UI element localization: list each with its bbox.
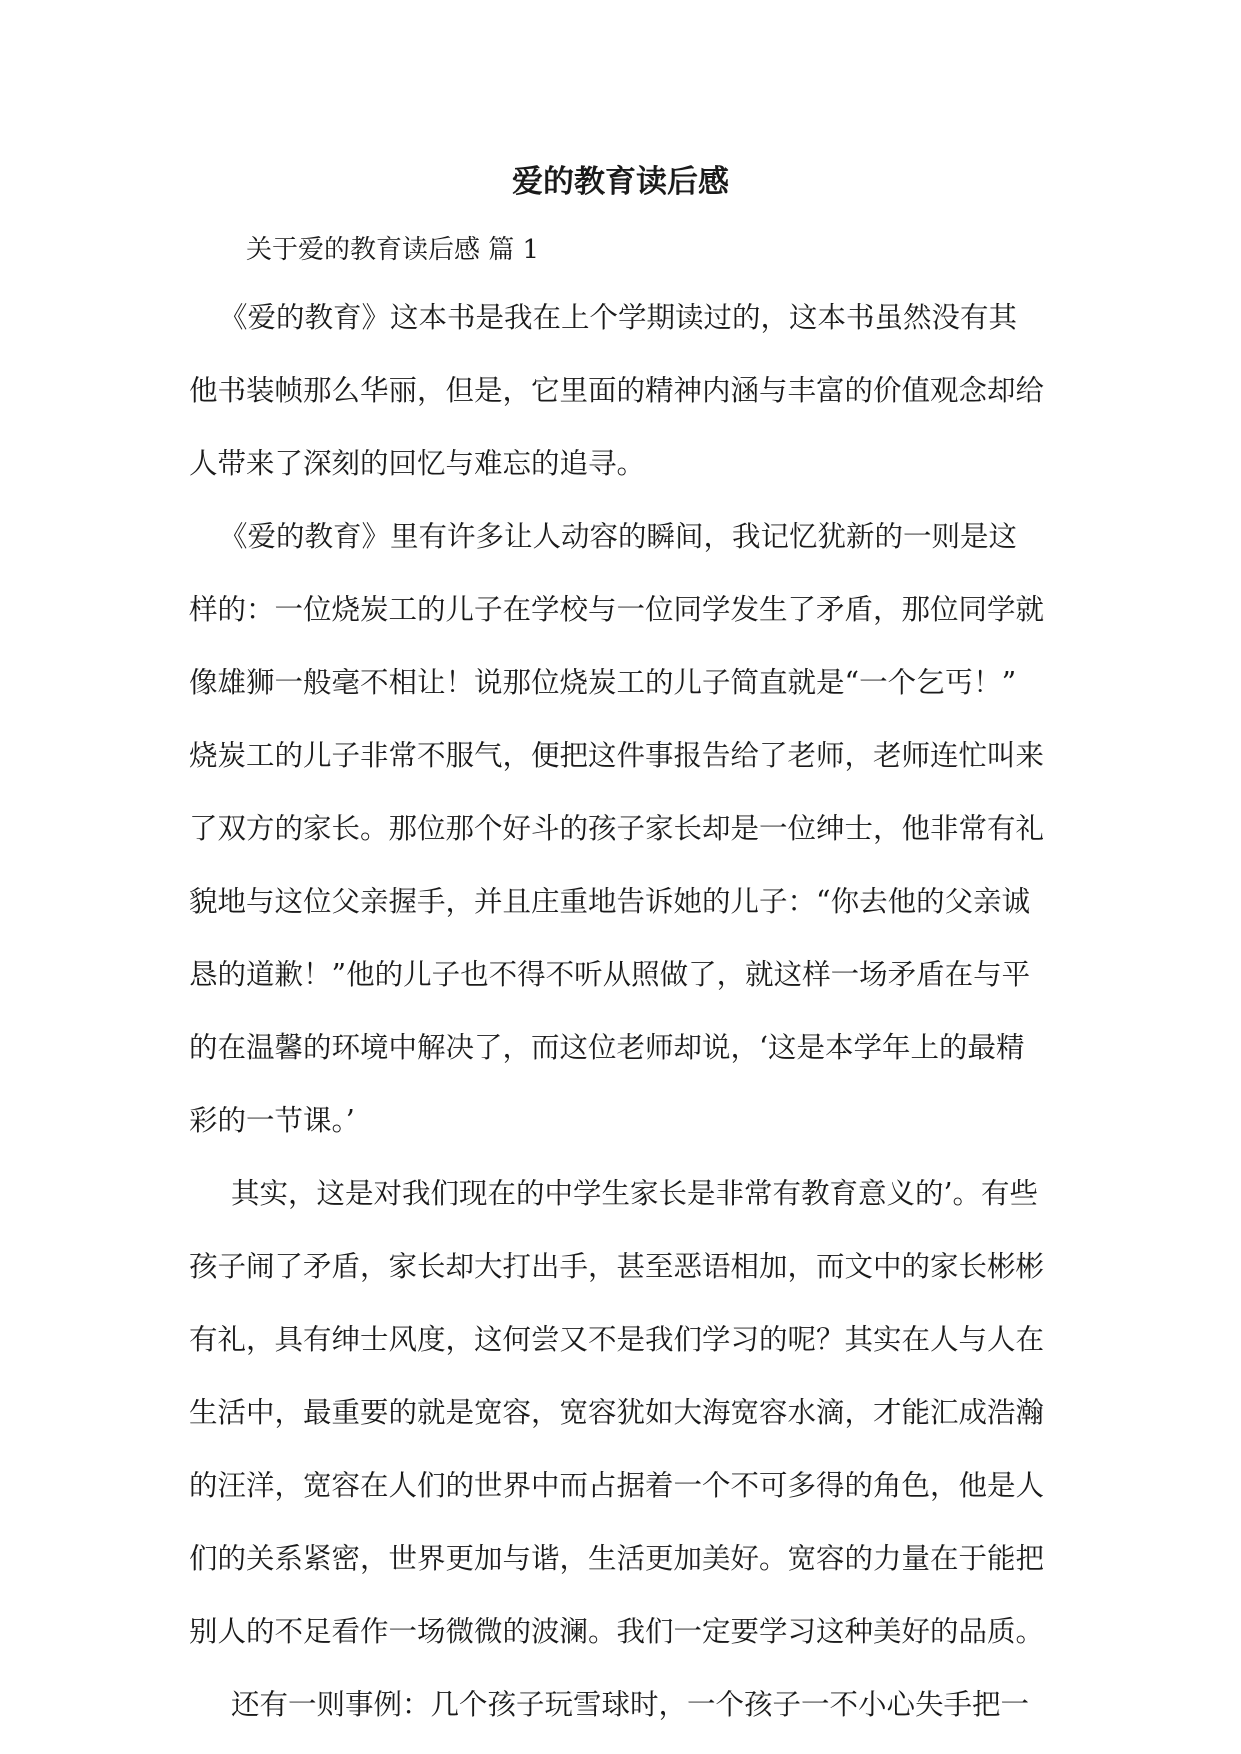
text-line: 生活中，最重要的就是宽容，宽容犹如大海宽容水滴，才能汇成浩瀚 (189, 1396, 1045, 1429)
text-line: 的在温馨的环境中解决了，而这位老师却说，‘这是本学年上的最精 (189, 1031, 1025, 1064)
text-line: 有礼，具有绅士风度，这何尝又不是我们学习的呢？其实在人与人在 (189, 1323, 1045, 1356)
text-line: 别人的不足看作一场微微的波澜。我们一定要学习这种美好的品质。 (189, 1615, 1045, 1648)
document-title: 爱的教育读后感 (512, 164, 729, 200)
text-line: 人带来了深刻的回忆与难忘的追寻。 (189, 447, 646, 480)
text-line: 恳的道歉！”他的儿子也不得不听从照做了，就这样一场矛盾在与平 (189, 958, 1031, 991)
text-line: 还有一则事例：几个孩子玩雪球时，一个孩子一不小心失手把一 (231, 1688, 1030, 1721)
text-line: 彩的一节课。’ (189, 1104, 355, 1137)
section-subtitle: 关于爱的教育读后感 篇 1 (246, 235, 540, 265)
text-line: 的汪洋，宽容在人们的世界中而占据着一个不可多得的角色，他是人 (189, 1469, 1045, 1502)
text-line: 《爱的教育》里有许多让人动容的瞬间，我记忆犹新的一则是这 (219, 520, 1018, 553)
text-line: 其实，这是对我们现在的中学生家长是非常有教育意义的’。有些 (231, 1177, 1039, 1210)
text-line: 们的关系紧密，世界更加与谐，生活更加美好。宽容的力量在于能把 (189, 1542, 1045, 1575)
text-line: 貌地与这位父亲握手，并且庄重地告诉她的儿子：“你去他的父亲诚 (189, 885, 1031, 918)
text-line: 烧炭工的儿子非常不服气，便把这件事报告给了老师，老师连忙叫来 (189, 739, 1045, 772)
text-line: 了双方的家长。那位那个好斗的孩子家长却是一位绅士，他非常有礼 (189, 812, 1045, 845)
text-line: 孩子闹了矛盾，家长却大打出手，甚至恶语相加，而文中的家长彬彬 (189, 1250, 1045, 1283)
text-line: 像雄狮一般毫不相让！说那位烧炭工的儿子简直就是“一个乞丐！” (189, 666, 1017, 699)
text-line: 他书装帧那么华丽，但是，它里面的精神内涵与丰富的价值观念却给 (189, 374, 1045, 407)
text-line: 样的：一位烧炭工的儿子在学校与一位同学发生了矛盾，那位同学就 (189, 593, 1045, 626)
text-line: 《爱的教育》这本书是我在上个学期读过的，这本书虽然没有其 (219, 301, 1018, 334)
